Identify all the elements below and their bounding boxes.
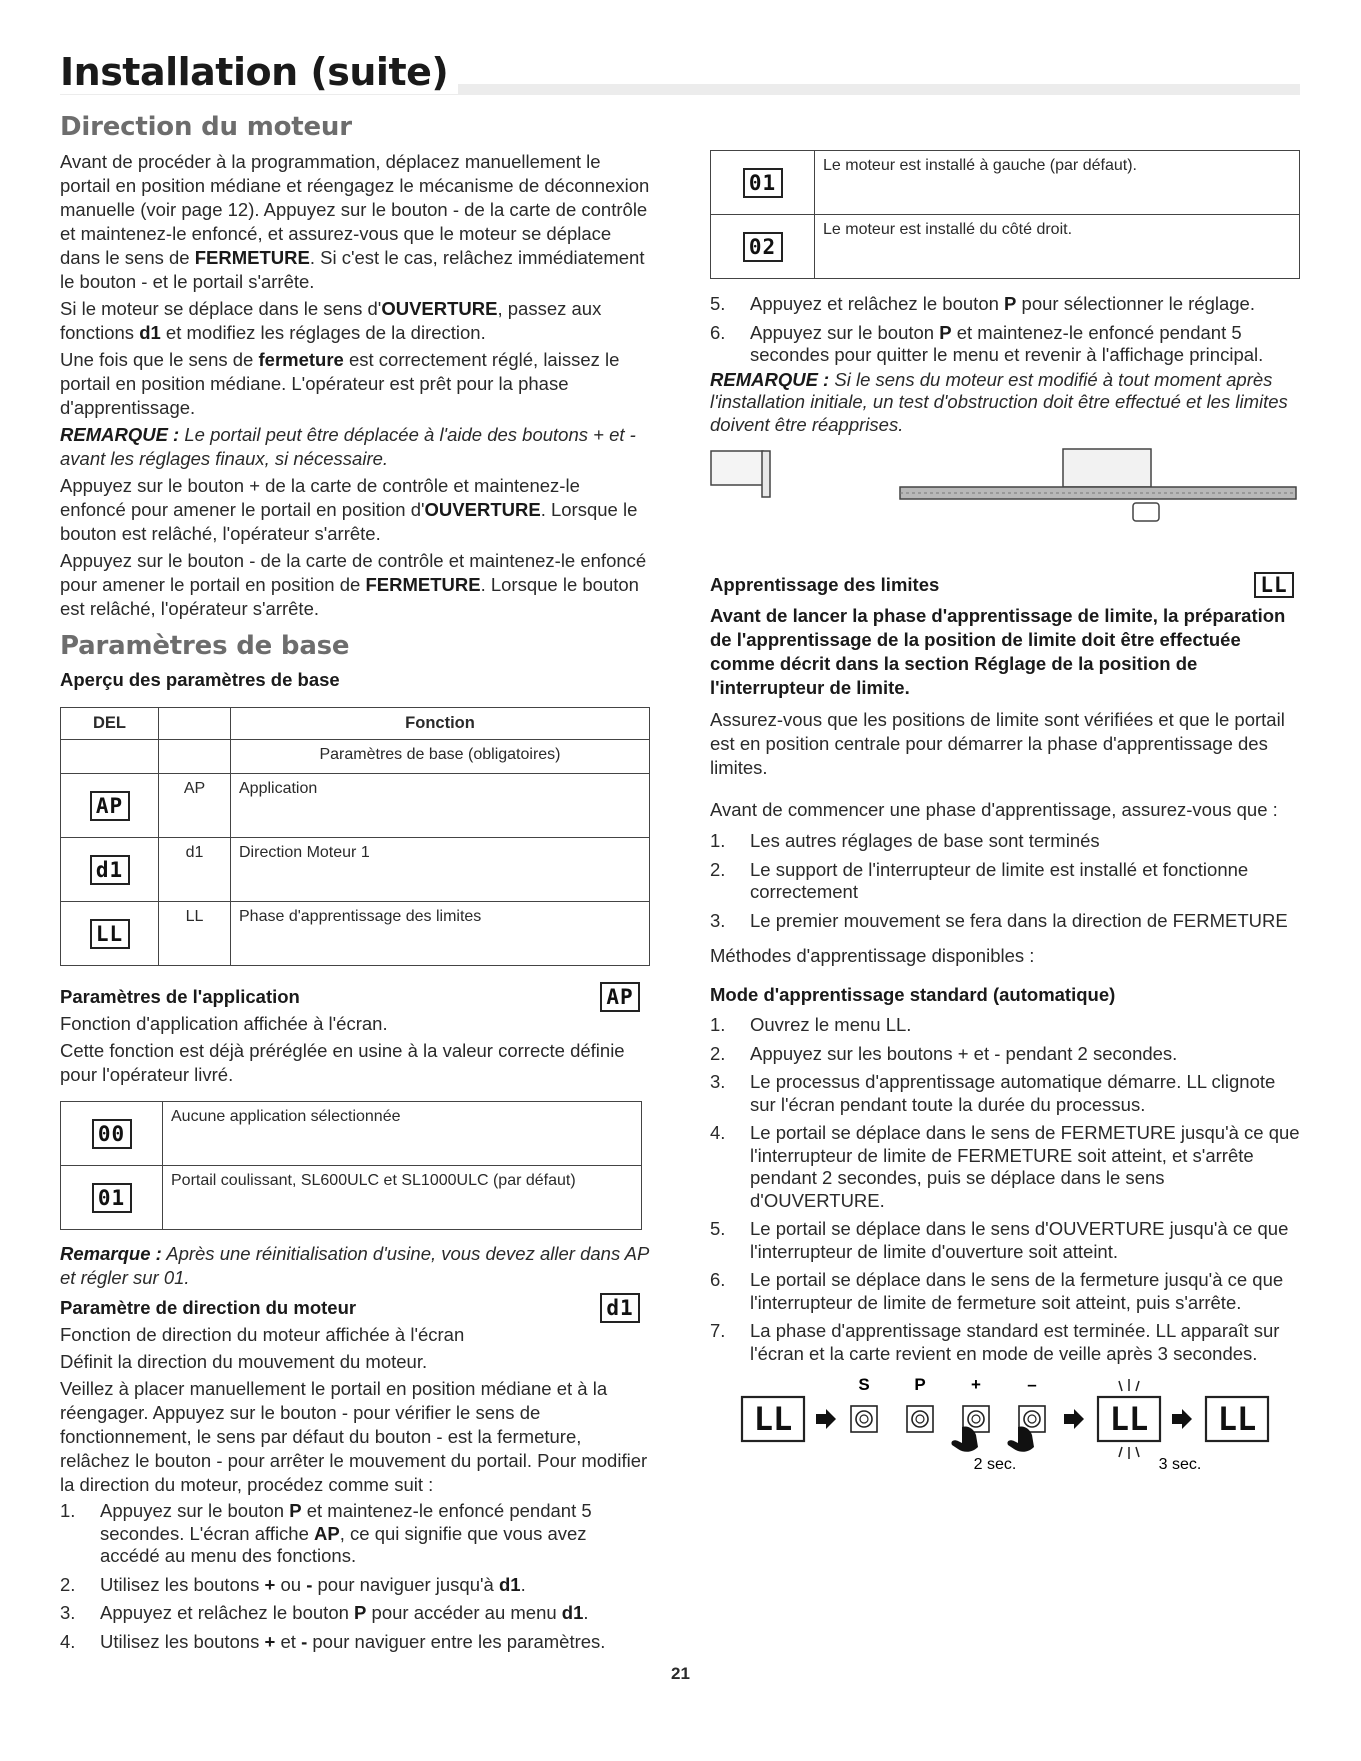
list-item: 2. Utilisez les boutons + ou - pour naviguer jusqu'à d1. [60,1573,526,1595]
limits-p1: Assurez-vous que les positions de limite sont vérifiées et que le portail est en position centrale pour démarrer la phase d'apprentissage des limites. [710,709,1285,778]
table-row [711,151,1300,215]
list-item: 4. Le portail se déplace dans le sens de FERMETURE jusqu'à ce que l'interrupteur de limite de FERMETURE soit atteint, et s'arrête pendant 2 secondes, puis se déplace dans le sens d'OUVERTURE. [710,1122,1300,1211]
section-label: Paramètres de base (obligatoires) [231,740,650,774]
btn-minus-label: – [1027,1375,1037,1394]
list-item: 7. La phase d'apprentissage standard est terminée. LL apparaît sur l'écran et la carte revient en mode de veille après 3 secondes. [710,1320,1280,1364]
table-row [61,774,650,838]
app-table [60,1101,642,1230]
row-label: Phase d'apprentissage des limites [231,902,650,966]
motor-note: REMARQUE : Si le sens du moteur est modifié à tout moment après l'installation initiale, un test d'obstruction doit être effectué et les limites doivent être réapprises. [710,368,1288,435]
button-s-icon [851,1406,877,1432]
app-heading: Paramètres de l'application [60,986,300,1007]
lcd-display: 02 [743,232,783,262]
row-label: Application [231,774,650,838]
check-list [710,830,1300,932]
direction-p3: Une fois que le sens de fermeture est correctement réglé, laissez le portail en position médiane. L'opérateur est prêt pour la phase d'apprentissage. [60,349,620,418]
list-item: 3. Le processus d'apprentissage automatique démarre. LL clignote sur l'écran pendant toute la durée du processus. [710,1071,1276,1115]
direction-p1: Avant de procéder à la programmation, déplacez manuellement le portail en position médiane et réengagez le mécanisme de déconnexion manuelle (voir page 12). Appuyez sur le bouton - de la carte de contrôle et maintenez-le enfoncé, et assurez-vous que le moteur se déplace dans le sens de FERMETURE. Si c'est le cas, relâchez immédiatement le bouton - et le portail s'arrête. [60,151,650,292]
lcd-display: AP [90,791,130,821]
list-item: 1. Les autres réglages de base sont terminés [710,830,1100,851]
arrow-right-icon [1064,1409,1084,1429]
direction-p2: Si le moteur se déplace dans le sens d'OUVERTURE, passez aux fonctions d1 et modifiez les réglages de la direction. [60,298,602,343]
base-params-table [60,707,650,966]
lcd-display: 01 [743,168,783,198]
direction-heading: Direction du moteur [60,112,352,142]
list-item: 5. Le portail se déplace dans le sens d'OUVERTURE jusqu'à ce que l'interrupteur de limite d'ouverture soit atteint. [710,1218,1289,1262]
limits-header [710,572,1300,598]
page-title: Installation (suite) [60,50,458,94]
list-item: 6. Appuyez sur le bouton P et maintenez-le enfoncé pendant 5 secondes pour quitter le menu et revenir à l'affichage principal. [710,321,1264,365]
dir-steps [60,1500,650,1653]
list-item: 6. Le portail se déplace dans le sens de la fermeture jusqu'à ce que l'interrupteur de limite de fermeture soit atteint, puis s'arrête. [710,1269,1284,1313]
motor-bracket [762,451,770,497]
list-item: 1. Ouvrez le menu LL. [710,1014,912,1035]
gate-carriage [1063,449,1151,487]
dir-param-heading: Paramètre de direction du moteur [60,1297,357,1318]
learn-flow-diagram [710,1375,1300,1475]
row-code: LL [159,902,231,966]
lcd-display: LL [1254,572,1294,598]
table-row [711,215,1300,279]
row-code: d1 [159,838,231,902]
duration-2sec: 2 sec. [973,1456,1017,1473]
page-number: 21 [671,1664,690,1683]
app-p2: Cette fonction est déjà préréglée en usine à la valeur correcte définie pour l'opérateur livré. [60,1040,625,1085]
lcd-display: LL [90,919,130,949]
list-item: 3. Appuyez et relâchez le bouton P pour accéder au menu d1. [60,1602,589,1623]
list-item: 1. Appuyez sur le bouton P et maintenez-le enfoncé pendant 5 secondes. L'écran affiche AP, ce qui signifie que vous avez accédé au menu des fonctions. [60,1500,592,1566]
arrow-right-icon [1172,1409,1192,1429]
lcd-display: AP [600,982,640,1012]
direction-p4: Appuyez sur le bouton + de la carte de contrôle et maintenez-le enfoncé pour amener le portail en position d'OUVERTURE. Lorsque le bouton est relâché, l'opérateur s'arrête. [60,475,638,544]
app-header [60,982,650,1012]
table-row [61,838,650,902]
btn-p-label: P [914,1375,926,1394]
lcd-display: d1 [90,855,130,885]
std-steps [710,1014,1300,1365]
direction-p5: Appuyez sur le bouton - de la carte de contrôle et maintenez-le enfoncé pour amener le portail en position de FERMETURE. Lorsque le bouton est relâché, l'opérateur s'arrête. [60,550,647,619]
limit-switch [1133,503,1159,521]
page-header [60,50,1300,98]
app-p1: Fonction d'application affichée à l'écran. [60,1013,388,1034]
limits-heading: Apprentissage des limites [710,574,940,595]
row-label: Portail coulissant, SL600ULC et SL1000ULC (par défaut) [163,1166,642,1230]
dir-param-p1: Fonction de direction du moteur affichée à l'écran [60,1324,465,1345]
motor-dir-table [710,150,1300,279]
table-row [61,902,650,966]
limits-intro: Avant de lancer la phase d'apprentissage de limite, la préparation de l'apprentissage de la position de limite doit être effectuée comme décrit dans la section Réglage de la position de l'interrupteur de limite. [710,605,1286,698]
right-column [710,150,1300,1480]
btn-plus-label: + [971,1375,981,1394]
row-label: Le moteur est installé à gauche (par défaut). [815,151,1300,215]
arrow-right-icon [816,1409,836,1429]
direction-note: REMARQUE : Le portail peut être déplacée à l'aide des boutons + et - avant les réglages finaux, si nécessaire. [60,424,636,469]
dir-param-header [60,1293,650,1323]
row-label: Direction Moteur 1 [231,838,650,902]
list-item: 3. Le premier mouvement se fera dans la direction de FERMETURE [710,909,1288,931]
list-item: 2. Le support de l'interrupteur de limite est installé et fonctionne correctement [710,858,1249,902]
row-code: AP [159,774,231,838]
list-item: 4. Utilisez les boutons + et - pour naviguer entre les paramètres. [60,1630,606,1652]
table-section-row [61,740,650,774]
methods-text: Méthodes d'apprentissage disponibles : [710,945,1035,966]
base-heading: Paramètres de base [60,631,350,661]
lcd-text: LL [1109,1400,1149,1438]
lcd-text: LL [753,1400,793,1438]
table-row [61,1102,642,1166]
lcd-display: 00 [92,1119,132,1149]
lcd-display: 01 [92,1183,132,1213]
left-column [60,112,650,1659]
btn-s-label: S [858,1375,870,1394]
dir-param-p2: Définit la direction du mouvement du moteur. [60,1351,428,1372]
row-label: Le moteur est installé du côté droit. [815,215,1300,279]
row-label: Aucune application sélectionnée [163,1102,642,1166]
motor-box [711,451,763,485]
base-subheading: Aperçu des paramètres de base [60,669,340,690]
dir-param-p3: Veillez à placer manuellement le portail en position médiane et à la réengager. Appuyez sur le bouton - pour vérifier le sens de fonctionnement, le sens par défaut du bouton - est la fermeture, relâchez le bouton - pour arrêter le mouvement du portail. Pour modifier la direction du moteur, procédez comme suit : [60,1378,648,1495]
button-p-icon [907,1406,933,1432]
col-fonction: Fonction [231,708,650,740]
duration-3sec: 3 sec. [1158,1456,1202,1473]
gate-illustration [710,447,1300,527]
dir-steps-cont [710,293,1300,367]
list-item: 2. Appuyez sur les boutons + et - pendant 2 secondes. [710,1042,1178,1064]
std-heading: Mode d'apprentissage standard (automatique) [710,984,1116,1005]
table-row [61,1166,642,1230]
lcd-display: d1 [600,1293,640,1323]
table-header-row [61,708,650,740]
lcd-text: LL [1217,1400,1257,1438]
col-del: DEL [61,708,159,740]
app-note: Remarque : Après une réinitialisation d'usine, vous devez aller dans AP et régler sur 01. [60,1243,649,1288]
list-item: 5. Appuyez et relâchez le bouton P pour sélectionner le réglage. [710,293,1255,314]
limits-p2: Avant de commencer une phase d'apprentissage, assurez-vous que : [710,799,1278,820]
